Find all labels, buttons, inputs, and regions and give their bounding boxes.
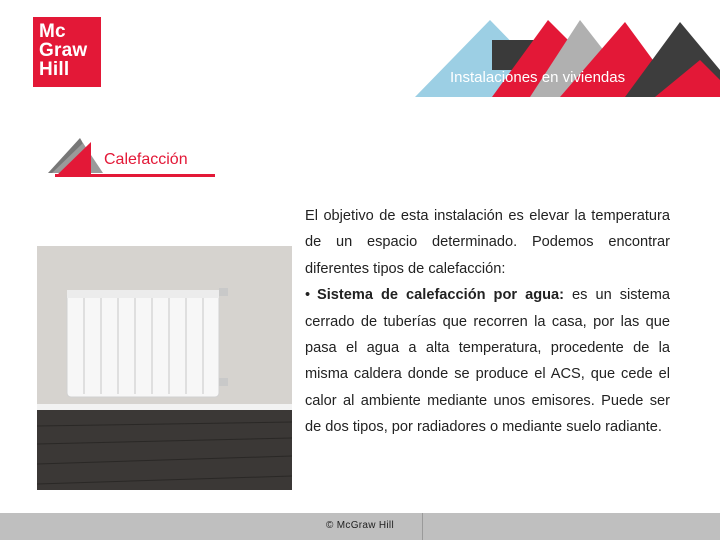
footer-bar [0,513,720,540]
content-text [305,203,670,441]
copyright-text: © McGraw Hill [326,520,394,531]
radiator-photo [37,246,292,490]
footer-divider [422,513,423,540]
section-title: Calefacción [104,151,188,168]
header-title: Instalaciones en viviendas [450,69,626,86]
bullet-term: Sistema de calefacción por agua: [317,287,565,304]
baseboard [37,404,292,410]
mcgraw-hill-logo: Mc Graw Hill [33,17,101,87]
bullet-description: es un sistema cerrado de tuberías que recorren la casa, por las que pasa el agua a alta temperatura, procedente de la misma caldera donde se produce el ACS, que cede el calor al ambiente mediante unos emisores. Puede ser de dos tipos, por radiadores o mediante suelo radiante. [305,287,670,436]
bullet-item [305,282,670,440]
intro-paragraph: El objetivo de esta instalación es elevar la temperatura de un espacio determinado. Podemos encontrar diferentes tipos de calefacción: [305,208,670,277]
section-underline [55,174,215,177]
radiator [67,288,228,397]
bullet-icon: • [305,287,311,304]
floor [37,410,292,490]
